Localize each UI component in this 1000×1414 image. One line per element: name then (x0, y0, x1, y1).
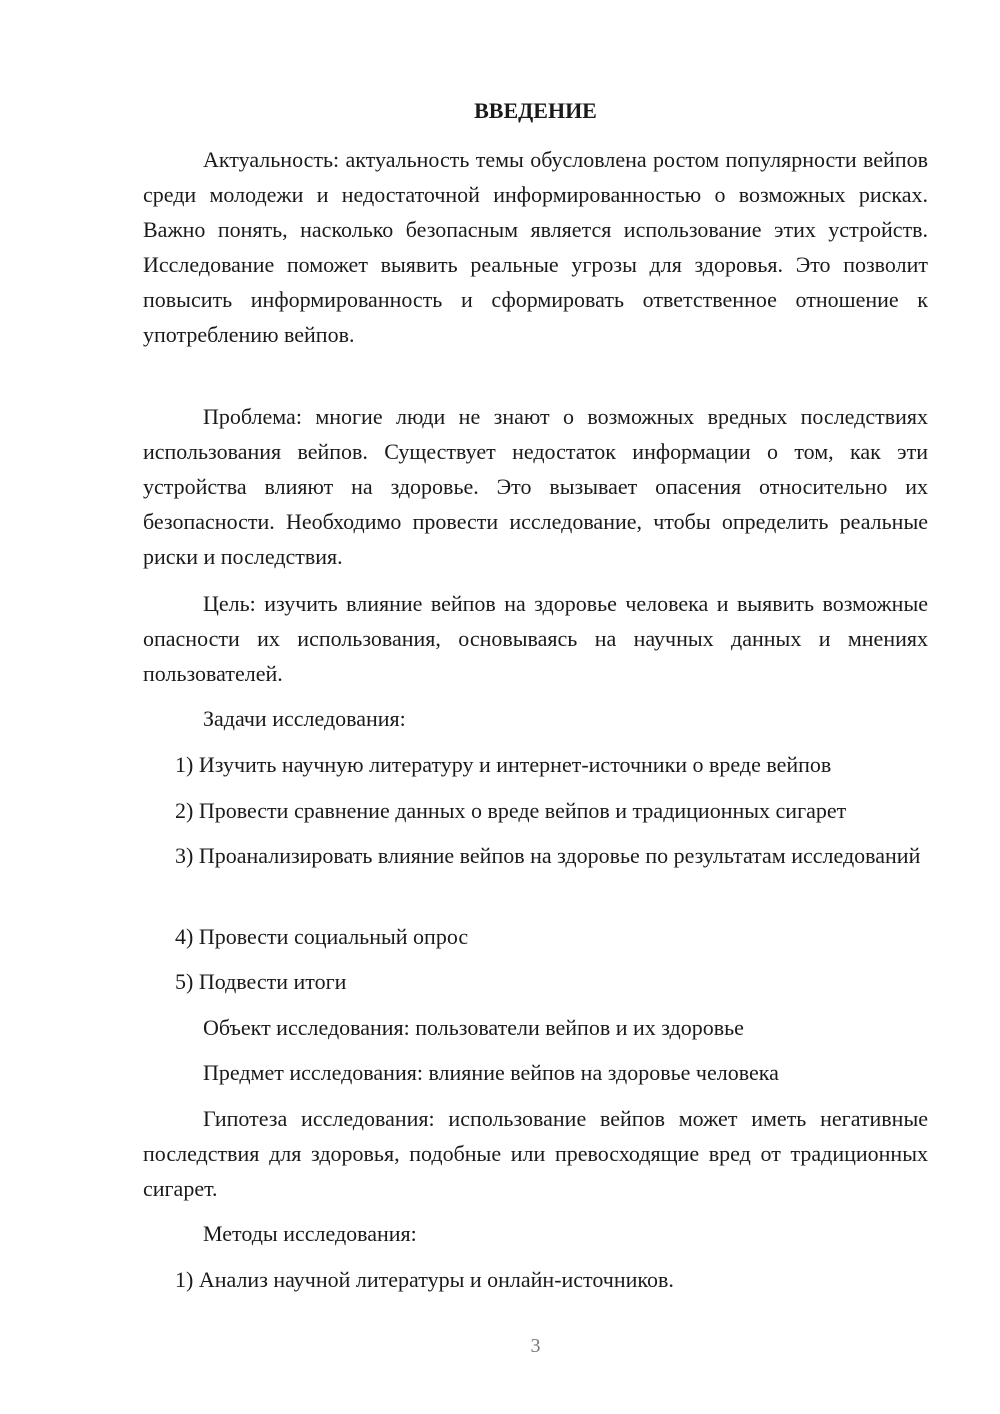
task-item-2: 2) Провести сравнение данных о вреде вейпов и традиционных сигарет (175, 798, 847, 823)
methods-heading: Методы исследования: (203, 1221, 417, 1246)
relevance-paragraph: Актуальность: актуальность темы обусловлена ростом популярности вейпов среди молодежи и недостаточной информированностью о возможных рисках. Важно понять, насколько безопасным является использование этих устройств. Исследование поможет выявить реальные угрозы для здоровья. Это позволит повысить информированность и сформировать ответственное отношение к употреблению вейпов. (143, 147, 928, 347)
method-item-1: 1) Анализ научной литературы и онлайн-источников. (175, 1267, 674, 1292)
object-paragraph: Объект исследования: пользователи вейпов и их здоровье (203, 1015, 744, 1040)
hypothesis-paragraph: Гипотеза исследования: использование вейпов может иметь негативные последствия для здоровья, подобные или превосходящие вред от традиционных сигарет. (143, 1106, 928, 1201)
page-number: 3 (530, 1335, 541, 1357)
tasks-heading: Задачи исследования: (203, 706, 406, 731)
problem-paragraph: Проблема: многие люди не знают о возможных вредных последствиях использования вейпов. Существует недостаток информации о том, как эти устройства влияют на здоровье. Это вызывает опасения относительно их безопасности. Необходимо провести исследование, чтобы определить реальные риски и последствия. (143, 404, 928, 569)
document-page (143, 0, 928, 1414)
task-item-5: 5) Подвести итоги (175, 969, 347, 994)
goal-paragraph: Цель: изучить влияние вейпов на здоровье человека и выявить возможные опасности их использования, основываясь на научных данных и мнениях пользователей. (143, 591, 928, 686)
page-title: ВВЕДЕНИЕ (474, 98, 597, 123)
subject-paragraph: Предмет исследования: влияние вейпов на здоровье человека (203, 1060, 779, 1085)
task-item-3: 3) Проанализировать влияние вейпов на здоровье по результатам исследований (175, 843, 921, 868)
task-item-4: 4) Провести социальный опрос (175, 924, 469, 949)
task-item-1: 1) Изучить научную литературу и интернет-источники о вреде вейпов (175, 752, 832, 777)
